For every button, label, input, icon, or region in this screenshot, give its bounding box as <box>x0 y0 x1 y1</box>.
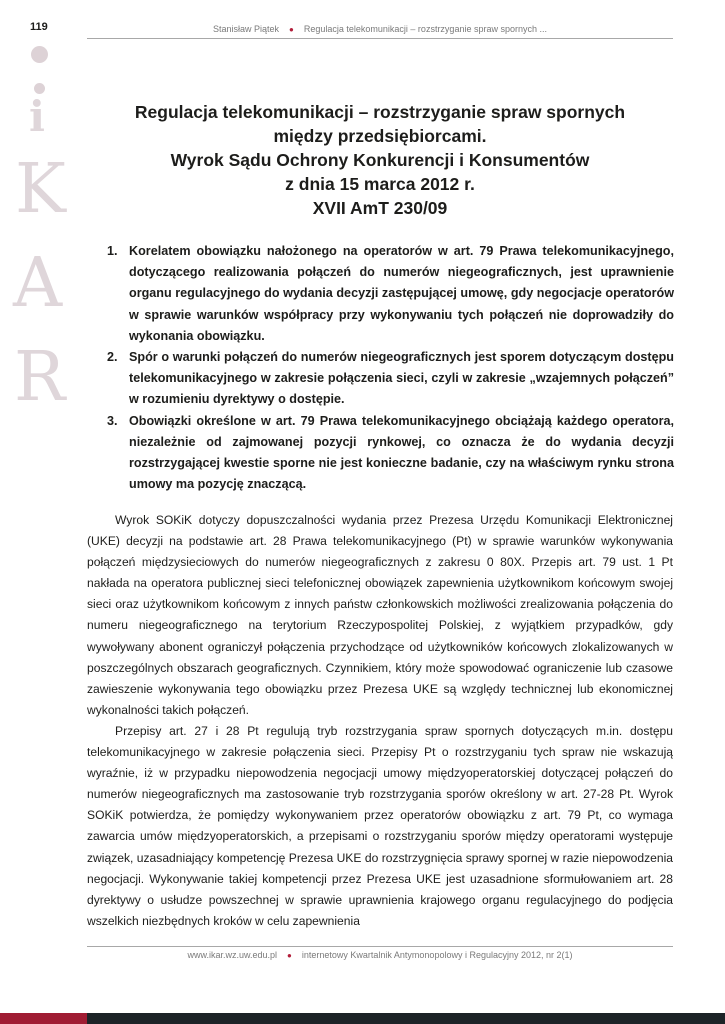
thesis-number: 1. <box>107 244 118 258</box>
body-paragraph: Wyrok SOKiK dotyczy dopuszczalności wydania przez Prezesa Urzędu Komunikacji Elektronicznej (UKE) decyzji na podstawie art. 28 Prawa telekomunikacyjnego (Pt) w sprawie warunków wykonywania połączeń międzysieciowych do numerów niegeograficznych z zakresu 0 80X. Przepis art. 79 ust. 1 Pt nakłada na operatora publicznej sieci telefonicznej obowiązek zapewnienia użytkownikom końcowym swojej sieci oraz użytkownikom końcowym z innych państw członkowskich możliwości zrealizowania połączenia do numeru niegeograficznego na terytorium Rzeczypospolitej Polskiej, z wyjątkiem przypadków, gdy wywoływany abonent ograniczył połączenia przychodzące od użytkowników końcowych zlokalizowanych w poszczególnych obszarach geograficznych. Czynnikiem, który może spowodować ograniczenie lub czasowe zawieszenie wykonywania tego obowiązku przez Prezesa UKE są względy technicznej lub ekonomicznej wykonalności takich połączeń. <box>87 513 673 717</box>
thesis-item <box>107 347 674 411</box>
logo-dot-large <box>31 46 48 63</box>
header-rule <box>87 38 673 39</box>
footer-url[interactable]: www.ikar.wz.uw.edu.pl <box>187 950 278 960</box>
logo-letter-a: A <box>13 244 63 323</box>
footer-dark-bar <box>87 1013 725 1024</box>
footer-accent-bar <box>0 1013 87 1024</box>
title-line: Regulacja telekomunikacji – rozstrzyganie spraw spornych <box>134 102 626 122</box>
page-number: 119 <box>30 21 48 33</box>
header-separator-dot: ● <box>289 25 294 34</box>
thesis-number: 2. <box>107 350 118 365</box>
footer-separator-dot: ● <box>287 951 292 960</box>
logo-letter-r: R <box>14 338 66 417</box>
header-running-title: Regulacja telekomunikacji – rozstrzyganie spraw spornych ... <box>303 24 547 34</box>
running-header <box>87 24 673 34</box>
thesis-text: Obowiązki określone w art. 79 Prawa telekomunikacyjnego obciążają każdego operatora, niezależnie od zajmowanej pozycji rynkowej, co oznacza że do wydania decyzji rozstrzygającej kwestie sporne nie jest konieczne badanie, czy na właściwym rynku strona umowy ma pozycję znaczącą. <box>129 413 674 492</box>
title-line: XVII AmT 230/09 <box>312 198 448 218</box>
title-line: między przedsiębiorcami. <box>273 126 487 146</box>
logo-letter-k: K <box>15 150 66 229</box>
thesis-text: Korelatem obowiązku nałożonego na operatorów w art. 79 Prawa telekomunikacyjnego, dotyczącego realizowania połączeń do numerów niegeograficznych, jest uprawnienie organu regulacyjnego do wydania decyzji zastępującej umowę, gdy negocjacje operatorów w sprawie warunków współpracy przy wykonywaniu tych połączeń nie doprowadziły do wykonania obowiązku. <box>129 244 674 343</box>
thesis-item <box>107 411 674 496</box>
thesis-number: 3. <box>107 413 118 428</box>
theses-list <box>107 241 674 495</box>
logo-letter-i: i <box>29 92 45 141</box>
header-author: Stanisław Piątek <box>212 24 280 34</box>
thesis-item <box>107 241 674 347</box>
footer-rule <box>87 946 673 947</box>
title-line: Wyrok Sądu Ochrony Konkurencji i Konsumentów <box>170 150 590 170</box>
article-body <box>87 510 673 932</box>
article-title <box>87 100 673 220</box>
footer-journal: internetowy Kwartalnik Antymonopolowy i Regulacyjny 2012, nr 2(1) <box>301 950 573 960</box>
title-line: z dnia 15 marca 2012 r. <box>285 174 475 194</box>
thesis-text: Spór o warunki połączeń do numerów niegeograficznych jest sporem dotyczącym dostępu telekomunikacyjnego w zakresie połączenia sieci, czyli w zakresie „wzajemnych połączeń” w rozumieniu dyrektywy o dostępie. <box>129 350 674 407</box>
running-footer <box>87 950 673 960</box>
body-paragraph: Przepisy art. 27 i 28 Pt regulują tryb rozstrzygania spraw spornych dotyczących m.in. dostępu telekomunikacyjnego w zakresie połączenia sieci. Przepisy Pt o rozstrzyganiu tych spraw nie wskazują wyraźnie, iż w przypadku niepowodzenia negocjacji umowy międzyoperatorskiej dotyczącej połączeń do numerów niegeograficznych ma zastosowanie tryb rozstrzygania sporów określony w art. 27-28 Pt. Wyrok SOKiK potwierdza, że pomiędzy wykonywaniem przez operatorów obowiązku z art. 79 Pt, co wymaga zawarcia umów międzyoperatorskich, a przepisami o rozstrzyganiu sporów między operatorami występuje związek, uzasadniający kompetencję Prezesa UKE do rozstrzygnięcia sprawy spornej w razie niepowodzenia negocjacji. Wykonywanie takiej kompetencji przez Prezesa UKE jest uzasadnione sformułowaniem art. 28 dyrektywy o usłudze powszechnej w sprawie uprawnienia krajowego organu regulacyjnego do podjęcia wszelkich niezbędnych kroków w celu zapewnienia <box>87 723 673 928</box>
